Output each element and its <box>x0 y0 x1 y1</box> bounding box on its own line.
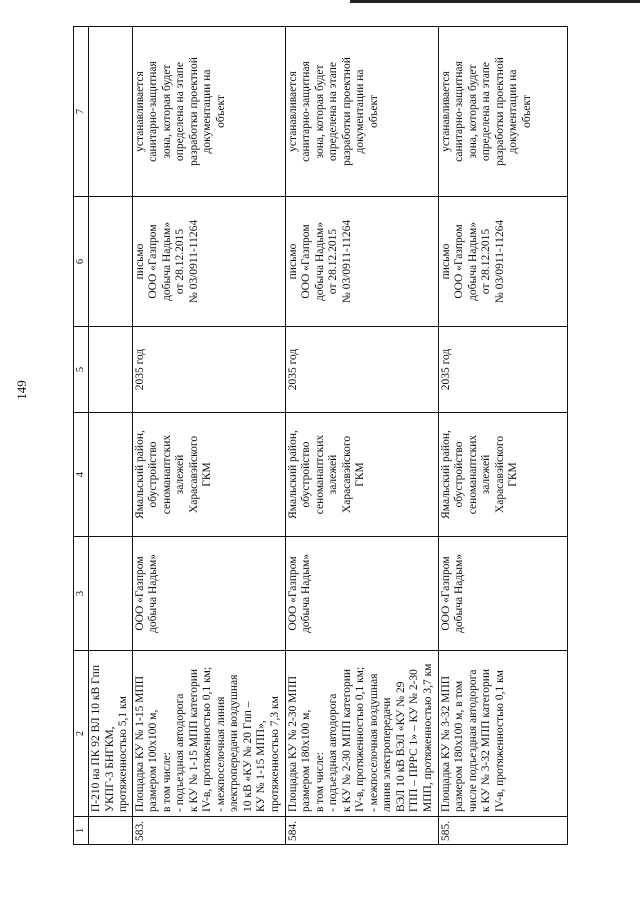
text-line: ООО «Газпром <box>453 224 465 299</box>
text-line: письмо <box>133 243 146 280</box>
text-line: ГПП – ПРРС 1» – КУ № 2-30 <box>408 669 420 812</box>
header-cell: 1 <box>74 817 89 845</box>
text-line: IV-в, протяженностью 0,1 км; <box>354 666 366 812</box>
cell-year <box>89 327 133 413</box>
text-line: ГКМ <box>201 462 213 487</box>
text-line: зона, которая будет <box>160 64 173 159</box>
cell-num: 584. <box>285 817 438 845</box>
text-line: добыча Надым» <box>160 222 173 301</box>
text-line: ГКМ <box>354 462 366 487</box>
cell-year <box>438 327 567 413</box>
header-cell: 7 <box>74 27 89 197</box>
table-row <box>438 27 567 845</box>
text-line: IV-в, протяженностью 0,1 км <box>493 670 506 812</box>
text-line: к КУ № 3-32 МПП категории <box>480 668 492 812</box>
text-line: Харасавэйского <box>340 435 353 514</box>
text-line: МПП, протяженностью 3,7 км <box>421 663 434 812</box>
text-line: зона, которая будет <box>313 64 326 159</box>
text-line: ВЭЛ 10 кВ ВЭЛ «КУ № 29 <box>394 681 407 812</box>
cell-basis <box>132 197 285 327</box>
text-line: к КУ № 1-15 МПП категории <box>187 668 200 812</box>
text-line: ООО «Газпром <box>133 556 146 631</box>
page-number: 149 <box>14 380 29 400</box>
text-line: 2035 год <box>286 348 299 391</box>
text-line: ООО «Газпром <box>439 556 452 631</box>
text-line: протяженностью 7,3 км <box>268 696 281 812</box>
text-line: письмо <box>286 243 299 280</box>
text-line: линия электропередачи <box>381 697 393 812</box>
text-line: Ямальский район, <box>133 430 146 519</box>
text-line: - подъездная автодорога <box>327 693 339 812</box>
text-line: устанавливается <box>286 71 299 152</box>
text-line: протяженностью 5,1 км <box>117 696 129 812</box>
text-line: П-210 на ПК 92 ВЛ 10 кВ Гпп <box>90 665 102 812</box>
text-line: санитарно-защитная <box>147 61 159 162</box>
text-line: IV-в, протяженностью 0,1 км; <box>201 666 213 812</box>
text-line: в том числе: <box>313 752 326 812</box>
text-line: определена на этапе <box>480 62 492 161</box>
cell-num <box>89 817 133 845</box>
text-line: - подъездная автодорога <box>174 693 186 812</box>
text-line: разработки проектной <box>340 57 353 166</box>
text-line: добыча Надым» <box>300 554 312 633</box>
header-cell: 5 <box>74 327 89 413</box>
text-line: устанавливается <box>439 71 452 152</box>
text-line: к КУ № 2-30 МПП категории <box>340 668 353 812</box>
table-row <box>132 27 285 845</box>
cell-description <box>132 651 285 817</box>
header-cell: 3 <box>74 537 89 651</box>
text-line: зона, которая будет <box>466 64 479 159</box>
text-line: № 03/0911-11264 <box>187 219 200 304</box>
text-line: добыча Надым» <box>313 222 326 301</box>
text-line: разработки проектной <box>493 57 506 166</box>
text-line: от 28.12.2015 <box>480 228 492 295</box>
cell-organization <box>285 537 438 651</box>
text-line: № 03/0911-11264 <box>340 219 353 304</box>
text-line: 2035 год <box>439 348 452 391</box>
text-line: Площадка КУ № 1-15 МПП <box>133 675 146 812</box>
cell-note <box>132 27 285 197</box>
text-line: ООО «Газпром <box>286 556 299 631</box>
text-line: документации на <box>507 69 519 154</box>
cell-location <box>438 413 567 537</box>
text-line: ООО «Газпром <box>300 224 312 299</box>
cell-basis <box>285 197 438 327</box>
text-line: добыча Надым» <box>466 222 479 301</box>
text-line: ГКМ <box>507 462 519 487</box>
cell-basis <box>438 197 567 327</box>
text-line: документации на <box>354 69 366 154</box>
cell-num: 583. <box>132 817 285 845</box>
cell-basis <box>89 197 133 327</box>
text-line: санитарно-защитная <box>300 61 312 162</box>
text-line: залежей <box>174 454 186 495</box>
cell-num: 585. <box>438 817 567 845</box>
text-line: Харасавэйского <box>187 435 200 514</box>
text-line: устанавливается <box>133 71 146 152</box>
text-line: документации на <box>201 69 213 154</box>
text-line: от 28.12.2015 <box>327 228 339 295</box>
top-rule <box>350 0 640 3</box>
text-line: - межпоселочная воздушная <box>367 673 380 812</box>
table-row <box>285 27 438 845</box>
header-cell: 6 <box>74 197 89 327</box>
cell-location <box>89 413 133 537</box>
text-line: объект <box>367 95 380 128</box>
text-line: числе подъездная автодорога <box>466 669 479 812</box>
text-line: Ямальский район, <box>286 430 299 519</box>
cell-note <box>89 27 133 197</box>
text-line: УКПГ-3 БНГКМ, <box>103 726 116 812</box>
cell-description <box>285 651 438 817</box>
text-line: добыча Надым» <box>147 554 159 633</box>
cell-description <box>438 651 567 817</box>
header-cell: 2 <box>74 651 89 817</box>
text-line: определена на этапе <box>174 62 186 161</box>
text-line: ООО «Газпром <box>147 224 159 299</box>
cell-note <box>285 27 438 197</box>
text-line: сеноманаптских <box>313 434 326 515</box>
table-row-continued <box>89 27 133 845</box>
text-line: Площадка КУ № 2-30 МПП <box>286 675 299 812</box>
text-line: обустройство <box>453 441 465 508</box>
text-line: размером 100х100 м, <box>147 709 159 812</box>
rotated-table-page <box>73 27 573 845</box>
text-line: от 28.12.2015 <box>174 228 186 295</box>
text-line: объект <box>214 95 227 128</box>
text-line: Площадка КУ № 3-32 МПП <box>439 675 452 812</box>
cell-organization <box>89 537 133 651</box>
text-line: обустройство <box>300 441 312 508</box>
text-line: размером 180х100 м, в том <box>453 680 465 812</box>
cell-organization <box>132 537 285 651</box>
header-cell: 4 <box>74 413 89 537</box>
text-line: санитарно-защитная <box>453 61 465 162</box>
text-line: сеноманаптских <box>160 434 173 515</box>
text-line: 10 кВ «КУ № 20 Гпп – <box>241 701 254 812</box>
text-line: в том числе: <box>160 752 173 812</box>
text-line: разработки проектной <box>187 57 200 166</box>
cell-organization <box>438 537 567 651</box>
text-line: определена на этапе <box>327 62 339 161</box>
text-line: объект <box>520 95 533 128</box>
text-line: - межпоселочная линия <box>214 696 227 812</box>
text-line: добыча Надым» <box>453 554 465 633</box>
text-line: Ямальский район, <box>439 430 452 519</box>
text-line: размером 180х100 м, <box>300 709 312 812</box>
text-line: КУ № 1-15 МПП», <box>255 720 267 812</box>
text-line: 2035 год <box>133 348 146 391</box>
cell-year <box>285 327 438 413</box>
text-line: электропередачи воздушная <box>228 674 240 812</box>
cell-description <box>89 651 133 817</box>
objects-table <box>73 26 568 845</box>
header-row <box>74 27 89 845</box>
text-line: Харасавэйского <box>493 435 506 514</box>
cell-location <box>285 413 438 537</box>
text-line: залежей <box>327 454 339 495</box>
text-line: обустройство <box>147 441 159 508</box>
text-line: сеноманаптских <box>466 434 479 515</box>
text-line: залежей <box>480 454 492 495</box>
cell-year <box>132 327 285 413</box>
cell-location <box>132 413 285 537</box>
text-line: № 03/0911-11264 <box>493 219 506 304</box>
text-line: письмо <box>439 243 452 280</box>
cell-note <box>438 27 567 197</box>
